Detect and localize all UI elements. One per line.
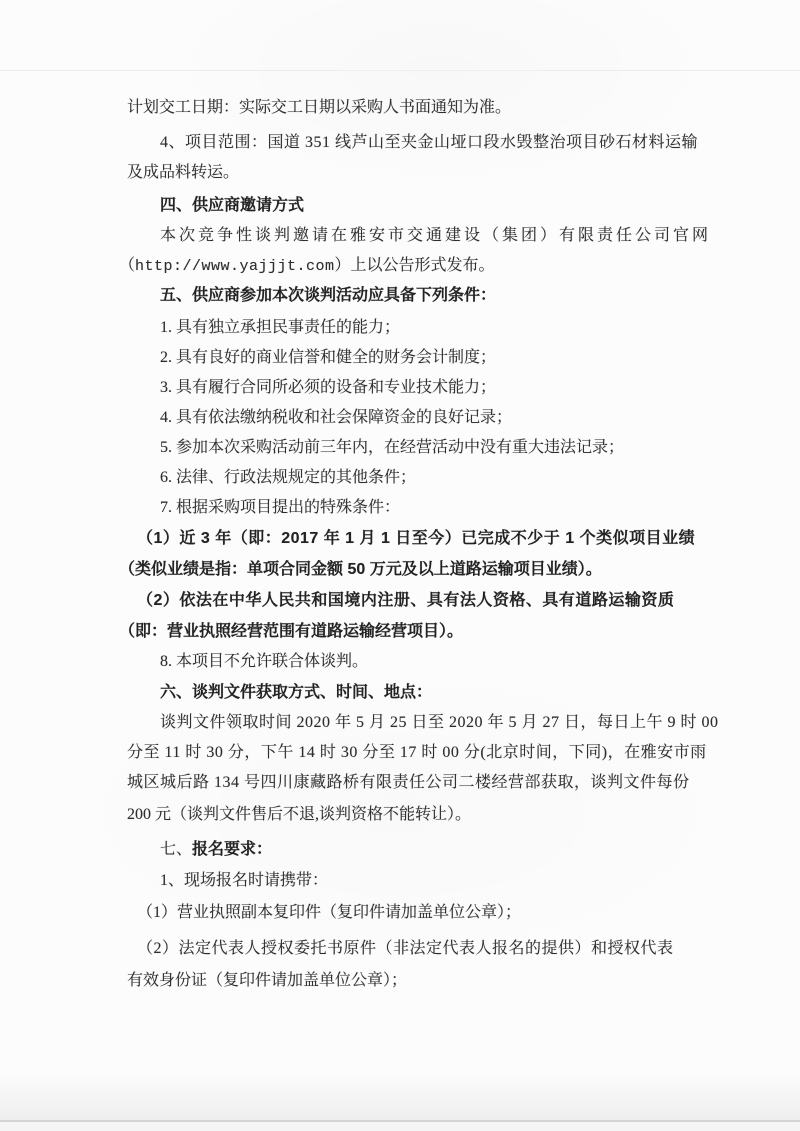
scan-artifact-bottom-shade <box>0 1072 800 1120</box>
condition-item-6: 6. 法律、行政法规规定的其他条件； <box>160 469 417 486</box>
official-website-url: http://www.yajjjt.com <box>135 258 335 275</box>
para-pickup-line2: 分至 11 时 30 分，下午 14 时 30 分至 17 时 00 分(北京时间，下同)，在雅安市雨 <box>127 744 707 761</box>
scan-artifact-bottom-tail <box>0 1122 800 1131</box>
para-pickup-line3: 城区城后路 134 号四川康藏路桥有限责任公司二楼经营部获取，谈判文件每份 <box>127 774 690 791</box>
para-onsite-registration: 1、现场报名时请携带： <box>160 872 329 889</box>
para-project-scope-line1: 4、项目范围：国道 351 线芦山至夹金山垭口段水毁整治项目砂石材料运输 <box>160 134 699 151</box>
registration-item-2-line1: （2）法定代表人授权委托书原件（非法定代表人报名的提供）和授权代表 <box>137 940 674 957</box>
heading-section-7-registration <box>127 835 678 865</box>
heading-section-5-supplier-conditions: 五、供应商参加本次谈判活动应具备下列条件： <box>160 287 497 304</box>
condition-item-3: 3. 具有履行合同所必须的设备和专业技术能力； <box>160 379 497 396</box>
special-condition-2-line1: （2）依法在中华人民共和国境内注册、具有法人资格、具有道路运输资质 <box>137 592 675 609</box>
section-7-title: 报名要求： <box>192 841 273 858</box>
section-7-number: 七、 <box>160 841 193 858</box>
condition-item-1: 1. 具有独立承担民事责任的能力； <box>160 319 401 336</box>
para-pickup-line4: 200 元（谈判文件售后不退,谈判资格不能转让）。 <box>127 806 472 823</box>
registration-item-1: （1）营业执照副本复印件（复印件请加盖单位公章）； <box>137 904 522 921</box>
heading-section-4-supplier-invitation: 四、供应商邀请方式 <box>160 197 305 214</box>
condition-item-2: 2. 具有良好的商业信誉和健全的财务会计制度； <box>160 349 497 366</box>
special-condition-2-line2: （即：营业执照经营范围有道路运输经营项目）。 <box>119 623 464 640</box>
registration-item-2-line2: 有效身份证（复印件请加盖单位公章）； <box>127 972 408 989</box>
url-line-suffix: ）上以公告形式发布。 <box>334 257 495 274</box>
condition-item-4: 4. 具有依法缴纳税收和社会保障资金的良好记录； <box>160 409 513 426</box>
url-open-bracket: （ <box>119 257 136 274</box>
special-condition-1-line2: （类似业绩是指：单项合同金额 50 万元及以上道路运输项目业绩）。 <box>119 561 602 578</box>
para-planned-completion: 计划交工日期：实际交工日期以采购人书面通知为准。 <box>127 99 512 116</box>
condition-item-5: 5. 参加本次采购活动前三年内，在经营活动中没有重大违法记录； <box>160 439 625 456</box>
para-invitation-line1: 本次竞争性谈判邀请在雅安市交通建设（集团）有限责任公司官网 <box>160 227 712 244</box>
para-pickup-line1: 谈判文件领取时间 2020 年 5 月 25 日至 2020 年 5 月 27 日，每日上午 9 时 00 <box>160 714 719 731</box>
condition-item-8: 8. 本项目不允许联合体谈判。 <box>160 653 369 670</box>
special-condition-1-line1: （1）近 3 年（即：2017 年 1 月 1 日至今）已完成不少于 1 个类似项目业绩 <box>137 530 696 547</box>
para-invitation-line2 <box>119 251 678 281</box>
para-project-scope-line2: 及成品料转运。 <box>127 164 240 181</box>
heading-section-6-document-pickup: 六、谈判文件获取方式、时间、地点： <box>160 684 433 701</box>
condition-item-7: 7. 根据采购项目提出的特殊条件： <box>160 499 401 516</box>
